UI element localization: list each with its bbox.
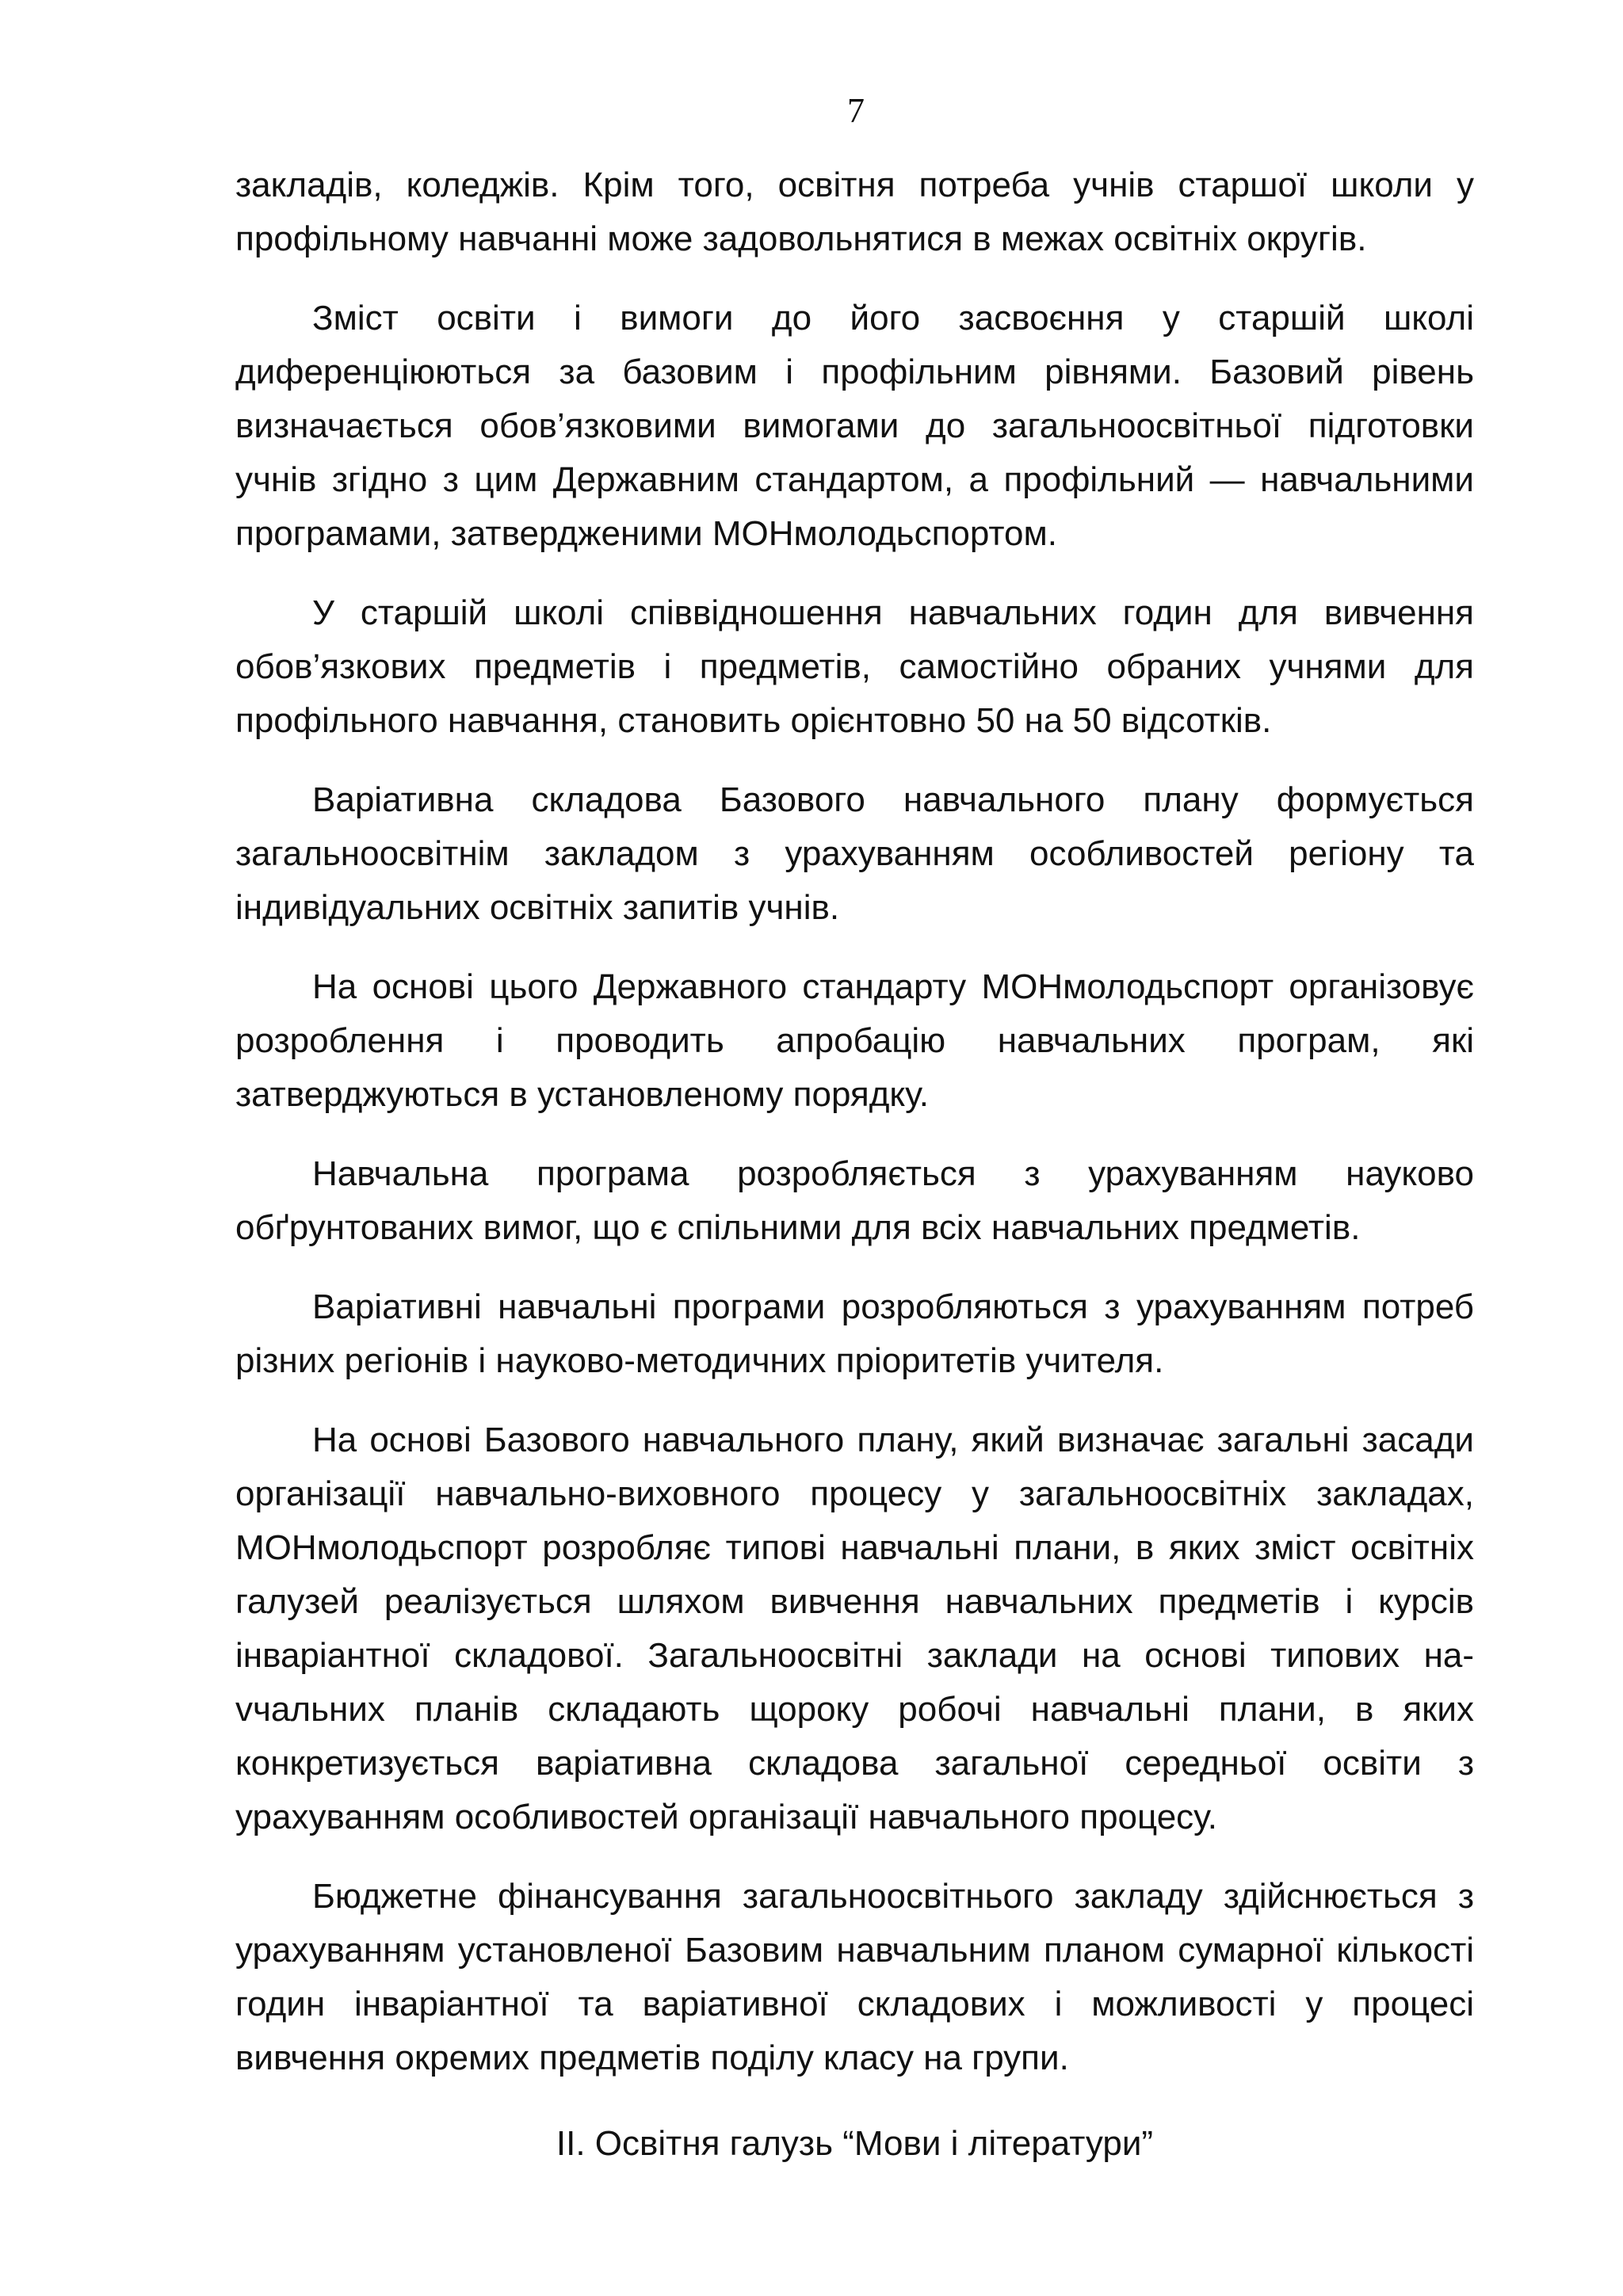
- page-number: 7: [847, 91, 865, 130]
- paragraph-continuation: закладів, коледжів. Крім того, освітня потреба учнів старшої школи у профільному навчанні може задовольнятися в межах освітніх округів.: [235, 166, 1474, 258]
- paragraph-hours-ratio: У старшій школі співвідношення навчальних годин для вивчення обов’язкових предметів і предметів, самостійно обраних учнями для профільного навчання, становить орієнтовно 50 на 50 відсотків.: [235, 593, 1474, 740]
- paragraph-curriculum-requirements: Навчальна програма розробляється з урахуванням науково обґрунтованих вимог, що є спільними для всіх навчальних предметів.: [235, 1154, 1474, 1247]
- paragraph-funding: Бюджетне фінансування загальноосвітнього закладу здійснюється з урахуванням установленої Базовим навчальним планом сумарної кількості годин інваріантної та варіативної складових і можливості у процесі вивчення окремих предметів поділу класу на групи.: [235, 1877, 1474, 2077]
- paragraph-variable-component: Варіативна складова Базового навчального плану формується загальноосвітнім закладом з урахуванням особливостей регіону та індивідуальних освітніх запитів учнів.: [235, 780, 1474, 927]
- paragraph-variable-programs: Варіативні навчальні програми розробляються з урахуванням потреб різних регіонів і науково-методичних пріоритетів учителя.: [235, 1287, 1474, 1380]
- section-heading: II. Освітня галузь “Мови і літератури”: [556, 2124, 1154, 2163]
- document-body: [235, 158, 1474, 2171]
- paragraph-program-development: На основі цього Державного стандарту МОНмолодьспорт організовує розроблення і проводить апробацію навчальних програм, які затверджуються в установленому порядку.: [235, 967, 1474, 1114]
- paragraph-typical-plans: На основі Базового навчального плану, який визначає загальні засади організації навчально-виховного процесу у загальноосвітніх закладах, МОНмолодьспорт розробляє типові навчальні плани, в яких зміст освітніх галузей реалізується шляхом вивчення навчальних предметів і курсів інваріантної складової. Загальноосвітні заклади на основі типових наvчальних планів складають щороку робочі навчальні плани, в яких конкретизується варіативна складова загальної середньої освіти з урахуванням особливостей організації навчального процесу.: [235, 1421, 1474, 1836]
- paragraph-content-levels: Зміст освіти і вимоги до його засвоєння у старшій школі диференціюються за базовим і профільним рівнями. Базовий рівень визначається обов’язковими вимогами до загальноосвітньої підготовки учнів згідно з цим Державним стандартом, а профільний — навчальними програмами, затвердженими МОНмолодьспортом.: [235, 299, 1474, 553]
